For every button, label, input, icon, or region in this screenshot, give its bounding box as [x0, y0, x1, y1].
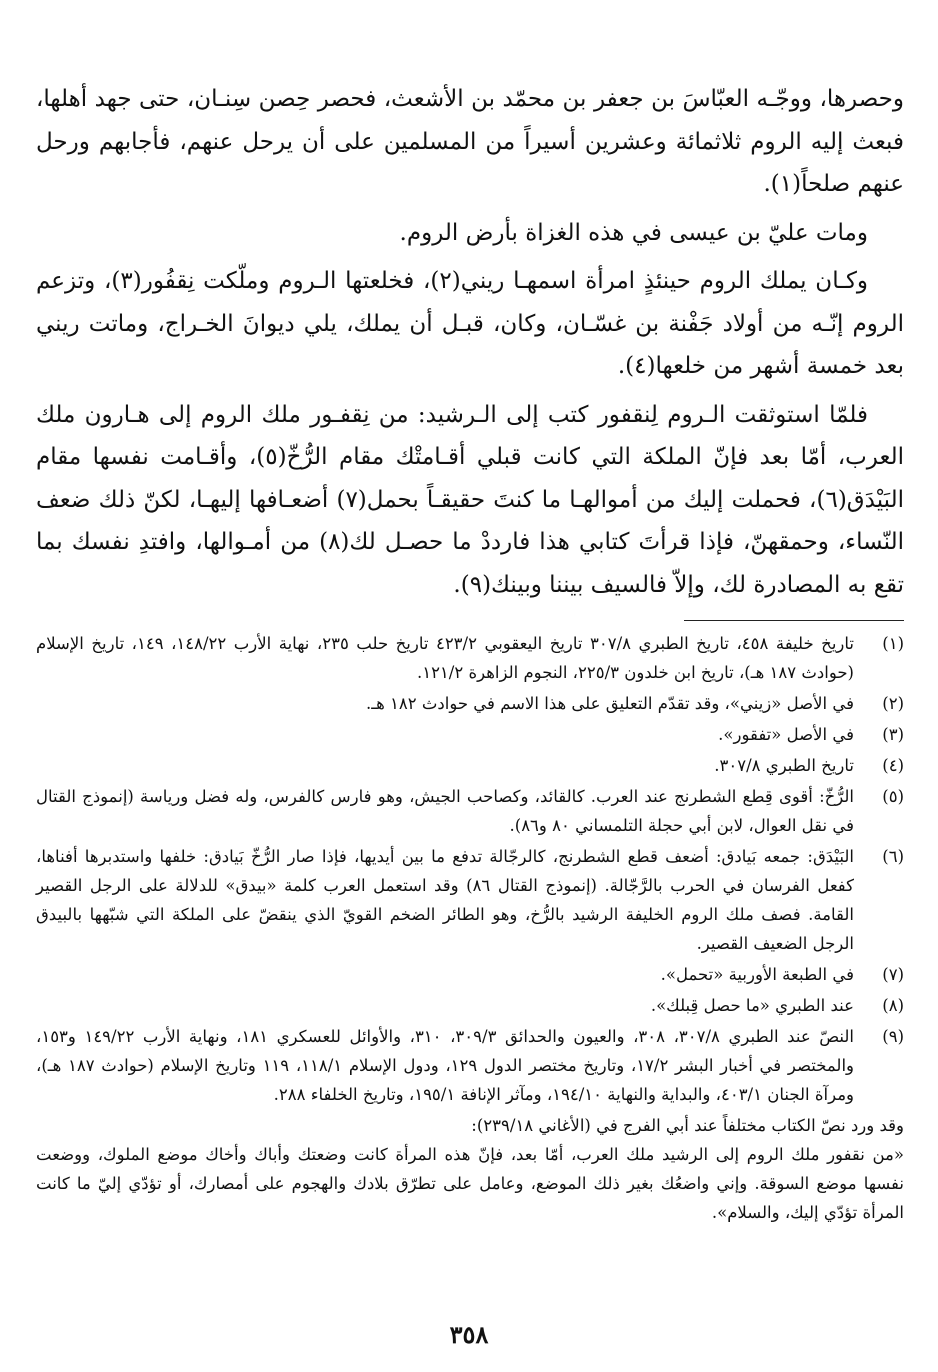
paragraph-death-ali: ومات عليّ بن عيسى في هذه الغزاة بأرض الروم.: [399, 219, 868, 246]
footnote-text: تاريخ الطبري ٣٠٧/٨.: [714, 756, 854, 775]
footnote-continuation-intro: وقد ورد نصّ الكتاب مختلفاً عند أبي الفرج في (الأغاني ٢٣٩/١٨):: [471, 1116, 904, 1135]
main-text: [36, 78, 904, 606]
footnote-text: تاريخ خليفة ٤٥٨، تاريخ الطبري ٣٠٧/٨ تاريخ اليعقوبي ٤٢٣/٢ تاريخ حلب ٢٣٥، نهاية الأرب ١٤٨/٢٢، ١٤٩، تاريخ الإسلام (حوادث ١٨٧ هـ)، تاريخ ابن خلدون ٢٢٥/٣، النجوم الزاهرة ١٢١/٢.: [36, 634, 854, 682]
footnote-text: الرُّخّ: أقوى قِطع الشطرنج عند العرب. كالقائد، وكصاحب الجيش، وهو فارس كالفرس، وله فضل ورياسة (إنموذج القتال في نقل العوال، لابن أبي حجلة التلمساني ٨٠ و٨٦).: [36, 787, 854, 835]
footnote: [36, 689, 904, 718]
paragraph-siege: وحصرها، ووجّـه العبّاسَ بن جعفر بن محمّد بن الأشعث، فحصر حِصن سِنـان، حتى جهد أهلها، فبعث إليه الروم ثلاثمائة وعشرين أسيراً من المسلمين على أن يرحل عنهم، فأجابهم ورحل عنهم صلحاً(١).: [36, 86, 904, 197]
page-content: [36, 78, 904, 1227]
footnote: [36, 960, 904, 989]
footnote-text: في الأصل «تفقور».: [718, 725, 854, 744]
footnote-number: (٥): [882, 787, 904, 806]
footnote: [36, 991, 904, 1020]
footnote-number: (١): [882, 634, 904, 653]
footnote-text: النصّ عند الطبري ٣٠٧/٨، ٣٠٨، والعيون والحدائق ٣٠٩/٣، ٣١٠، والأوائل للعسكري ١٨١، ونهاية الأرب ١٤٩/٢٢ و١٥٣، والمختصر في أخبار البشر ١٧/٢، وتاريخ مختصر الدول ١٢٩، ودول الإسلام ١١٨/١، ١١٩ وتاريخ الإسلام (حوادث ١٨٧ هـ)، ومرآة الجنان ٤٠٣/١، والبداية والنهاية ١٩٤/١٠، ومآثر الإنافة ١٩٥/١، وتاريخ الخلفاء ٢٨٨.: [36, 1027, 855, 1104]
footnote: [36, 720, 904, 749]
footnote-continuation-quote: «من نقفور ملك الروم إلى الرشيد ملك العرب، أمّا بعد، فإنّ هذه المرأة كانت وضعتك وأباك وأخاك موضع الملوك، ووضعت نفسها موضع السوقة. وإني واضعُك بغير ذلك الموضع، وعامل على تطرّق بلادك والهجوم على أمصارك، أو تؤدّي إليّ ما كانت المرأة تؤدّي إليك، والسلام».: [36, 1145, 904, 1222]
footnote-text: عند الطبري «ما حصل قِبلك».: [650, 996, 854, 1015]
paragraph-rome-rulers: وكـان يملك الروم حينئذٍ امرأة اسمهـا ريني(٢)، فخلعتها الـروم وملّكت نِقفُور(٣)، وتزعم الروم إنّـه من أولاد جَفْنة بن غسّـان، وكان، قبـل أن يملك، يلي ديوانَ الخـراج، وماتت ريني بعد خمسة أشهر من خلعها(٤).: [36, 268, 904, 379]
footnote-text: في الأصل «زيني»، وقد تقدّم التعليق على هذا الاسم في حوادث ١٨٢ هـ.: [366, 694, 854, 713]
footnote-number: (٧): [882, 965, 904, 984]
footnote-number: (٣): [882, 725, 904, 744]
footnotes: [36, 629, 904, 1109]
paragraph-nikephoros-letter: فلمّا استوثقت الـروم لِنقفور كتب إلى الـرشيد: من نِقفـور ملك الروم إلى هـارون ملك العرب، أمّا بعد فإنّ الملكة التي كانت قبلي أقـامتْك مقام الرُّخّ(٥)، وأقـامت نفسها مقام البَيْدَق(٦)، فحملت إليك من أموالهـا ما كنتَ حقيقـاً بحمل(٧) أضعـافها إليهـا، لكنّ ذلك ضعف النّساء، وحمقهنّ، فإذا قرأتَ كتابي هذا فارددْ ما حصـل لك(٨) من أمـوالها، وافتدِ نفسك بما تقع به المصادرة لك، وإلاّ فالسيف بيننا وبينك(٩).: [36, 401, 904, 598]
footnote: [36, 1022, 904, 1109]
footnote: [36, 842, 904, 958]
footnote-text: في الطبعة الأوربية «تحمل».: [660, 965, 854, 984]
footnote-number: (٦): [882, 847, 904, 866]
footnote-number: (٨): [882, 996, 904, 1015]
footnote: [36, 782, 904, 840]
footnote-number: (٤): [882, 756, 904, 775]
footnote-separator: [684, 620, 904, 621]
footnote-number: (٢): [882, 694, 904, 713]
footnote: [36, 629, 904, 687]
footnote-number: (٩): [882, 1027, 904, 1046]
page-number: ٣٥٨: [449, 1320, 489, 1349]
footnote: [36, 751, 904, 780]
footnote-text: البَيْدَق: جمعه بَيادق: أضعف قطع الشطرنج، كالرجّالة تدفع ما بين أيديها، فإذا صار الرُّخّ بَيادق: خلفها واستدبرها أفناها، كفعل الفرسان في الحرب بالرَّجّالة. (إنموذج القتال ٨٦) وقد استعمل العرب كلمة «بيدق» للدلالة على الرجل القصير القامة. فصف ملك الروم الخليفة الرشيد بالرُّخ، وهو الطائر الضخم القويّ الذي ينقضّ على الملكة التي شبّهها بالبيدق الرجل الضعيف القصير.: [36, 847, 855, 953]
